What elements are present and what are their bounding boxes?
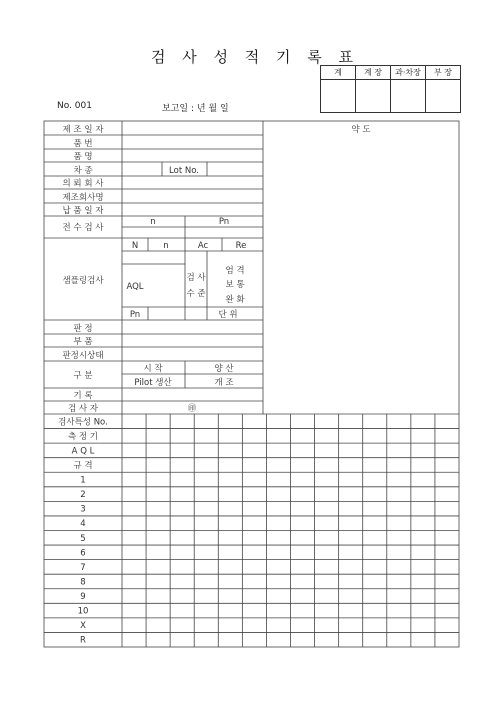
label-mfg-date: 제 조 일 자 [62,125,104,135]
approval-label: 계 [321,66,356,80]
label-vehicle-type: 차 종 [73,166,93,176]
label-delivery-date: 납 품 일 자 [62,206,104,216]
label-normal: 보 통 [225,280,245,290]
label-judge-state: 판정시상태 [62,351,104,361]
label-sampling: 샘플링검사 [62,276,104,286]
label-sketch: 약 도 [351,125,371,135]
seal-mark: ㊞ [187,404,197,414]
measure-row-label: 10 [77,606,89,617]
measure-row-label: 규 격 [73,460,93,471]
measure-row-label: 검사특성 No. [58,417,108,428]
label-insp-level-2: 수 준 [186,289,206,299]
label-pn: Pn [218,217,230,227]
label-maker: 제조회사명 [62,193,104,203]
label-aql: AQL [126,282,144,292]
page-title: 검 사 성 적 기 록 표 [150,48,360,66]
approval-label: 계 장 [356,66,391,80]
label-unit: 단 위 [218,310,238,320]
form-border [44,121,459,647]
label-insp-level-1: 검 사 [186,273,206,283]
label-strict: 엄 격 [225,266,245,276]
label-record: 기 록 [73,391,93,401]
measure-row-label: 6 [80,548,86,559]
measure-row-label: X [80,621,86,632]
measure-row-label: 3 [80,504,86,515]
label-re: Re [235,241,247,251]
label-item-name: 품 명 [73,152,93,162]
label-inspector: 검 사 자 [67,404,99,414]
label-n: n [150,217,156,227]
label-start: 시 작 [143,364,163,374]
label-defect: 부 품 [73,337,93,347]
label-division: 구 분 [73,371,93,381]
report-date: 보고일 : 년 월 일 [162,104,229,114]
label-judgment: 판 정 [73,324,93,334]
label-mass: 양 산 [214,364,234,374]
measure-row-label: 5 [80,533,86,544]
measure-row-label: 1 [80,475,86,486]
measure-row-label: 측 정 기 [67,431,99,442]
label-ac: Ac [197,241,209,251]
report-number: No. 001 [57,101,92,111]
label-relaxed: 완 화 [225,295,245,305]
label-modify: 개 조 [214,378,234,388]
measure-row-label: A Q L [71,446,95,457]
label-n-small: n [163,241,169,251]
label-item-no: 품 번 [73,139,93,149]
label-pn2: Pn [129,310,141,320]
label-N: N [131,241,139,251]
approval-label: 과·차장 [391,66,426,80]
measure-row-label: 8 [80,577,86,588]
measure-row-label: 2 [80,490,86,501]
label-lot-no: Lot No. [169,166,199,176]
label-requester: 의 뢰 회 사 [62,179,104,189]
label-full-inspection: 전 수 검 사 [62,223,104,233]
measure-row-label: 4 [80,519,86,530]
measure-row-label: 7 [80,562,86,573]
measure-row-label: 9 [80,592,86,603]
approval-label: 부 장 [426,66,461,80]
measure-row-label: R [80,635,86,646]
label-pilot: Pilot 생산 [134,378,172,388]
